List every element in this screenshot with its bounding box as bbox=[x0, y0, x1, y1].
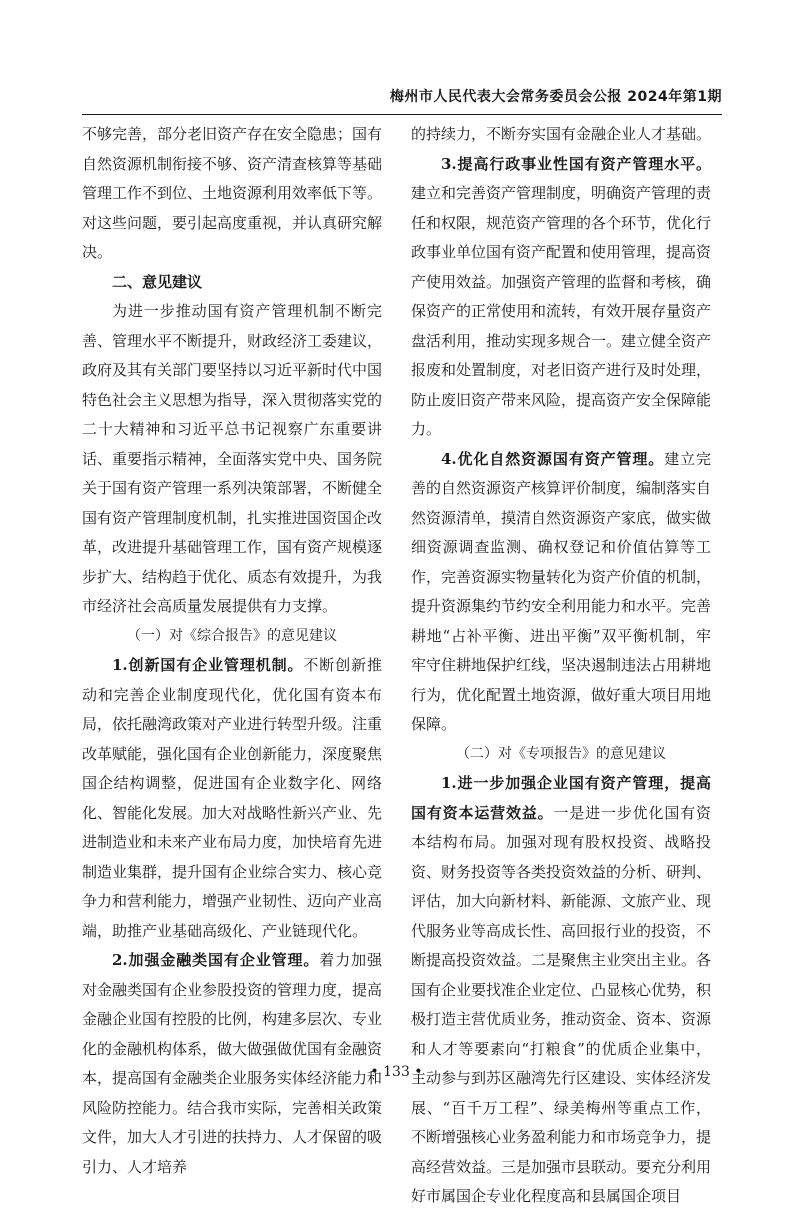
paragraph: 为进一步推动国有资产管理机制不断完善、管理水平不断提升，财政经济工委建议，政府及其有关部门要坚持以习近平新时代中国特色社会主义思想为指导，深入贯彻落实党的二十大精神和习近平总书记视察广东重要讲话、重要指示精神，全面落实党中央、国务院关于国有资产管理一系列决策部署，不断健全国有资产管理制度机制，扎实推进国资国企改革，改进提升基础管理工作，国有资产规模逐步扩大、结构趋于优化、质态有效提升，为我市经济社会高质量发展提供有力支撑。 bbox=[82, 302, 383, 615]
list-item bbox=[411, 769, 711, 1212]
page-number: • 133 • bbox=[370, 1064, 423, 1080]
item-body: 建立完善的自然资源资产核算评价制度，编制落实自然资源清单，摸清自然资源资产家底，做实做细资源调查监测、确权登记和价值估算等工作，完善资源实物量转化为资产价值的机制，提升资源集约节约安全利用能力和水平。完善耕地“占补平衡、进出平衡”双平衡机制，牢牢守住耕地保护红线，坚决遏制违法占用耕地行为，优化配置土地资源，做好重大项目用地保障。 bbox=[411, 449, 712, 733]
list-item bbox=[411, 150, 711, 445]
item-title: 2.加强金融类国有企业管理。 bbox=[112, 951, 320, 969]
subsection-heading: （一）对《综合报告》的意见建议 bbox=[127, 627, 337, 644]
header-divider bbox=[82, 114, 722, 115]
item-title: 3.提高行政事业性国有资产管理水平。 bbox=[441, 154, 711, 173]
paragraph: 不够完善，部分老旧资产存在安全隐患；国有自然资源机制衔接不够、资产清查核算等基础管理工作不到位、土地资源利用效率低下等。对这些问题，要引起高度重视，并认真研究解决。 bbox=[82, 125, 383, 261]
list-item bbox=[411, 445, 711, 740]
item-body: 不断创新推动和完善企业制度现代化，优化国有资本布局，依托融湾政策对产业进行转型升级。注重改革赋能，强化国有企业创新能力，深度聚焦国企结构调整，促进国有企业数字化、网络化、智能化发展。加大对战略性新兴产业、先进制造业和未来产业布局力度，加快培育先进制造业集群，提升国有企业综合实力、核心竞争力和营利能力，增强产业韧性、迈向产业高端，助推产业基础高级化、产业链现代化。 bbox=[82, 656, 383, 940]
subsection-heading: （二）对《专项报告》的意见建议 bbox=[456, 745, 666, 762]
item-title: 4.优化自然资源国有资产管理。 bbox=[441, 449, 665, 468]
item-body: 建立和完善资产管理制度，明确资产管理的责任和权限，规范资产管理的各个环节，优化行政事业单位国有资产配置和使用管理，提高资产使用效益。加强资产管理的监督和考核，确保资产的正常使用和流转，有效开展存量资产盘活利用，推动实现多规合一。建立健全资产报废和处置制度，对老旧资产进行及时处理，防止废旧资产带来风险，提高资产安全保障能力。 bbox=[411, 184, 712, 438]
right-column bbox=[411, 120, 711, 1212]
left-column bbox=[82, 120, 382, 1182]
item-body: 一是进一步优化国有资本结构布局。加强对现有股权投资、战略投资、财务投资等各类投资效益的分析、研判、评估，加大向新材料、新能源、文旅产业、现代服务业等高成长性、高回报行业的投资，不断提高投资效益。二是聚焦主业突出主业。各国有企业要找准企业定位、凸显核心优势，积极打造主营优质业务，推动资金、资本、资源和人才等要素向“打粮食”的优质企业集中，主动参与到苏区融湾先行区建设、实体经济发展、“百千万工程”、绿美梅州等重点工作，不断增强核心业务盈利能力和市场竞争力，提高经营效益。三是加强市县联动。要充分利用好市属国企专业化程度高和县属国企项目 bbox=[411, 803, 712, 1205]
item-body: 着力加强对金融类国有企业参股投资的管理力度，提高金融企业国有控股的比例，构建多层次、专业化的金融机构体系，做大做强做优国有金融资本，提高国有金融类企业服务实体经济能力和风险防控能力。结合我市实际，完善相关政策文件，加大人才引进的扶持力、人才保留的吸引力、人才培养 bbox=[82, 951, 383, 1176]
paragraph: 的持续力，不断夯实国有金融企业人才基础。 bbox=[411, 125, 712, 143]
item-title: 1.进一步加强企业国有资产管理，提高国有资本运营效益。 bbox=[411, 774, 711, 822]
item-title: 1.创新国有企业管理机制。 bbox=[112, 656, 304, 674]
section-heading: 二、意见建议 bbox=[112, 272, 203, 291]
list-item bbox=[82, 651, 382, 946]
page-header: 梅州市人民代表大会常务委员会公报 2024年第1期 bbox=[389, 89, 722, 105]
